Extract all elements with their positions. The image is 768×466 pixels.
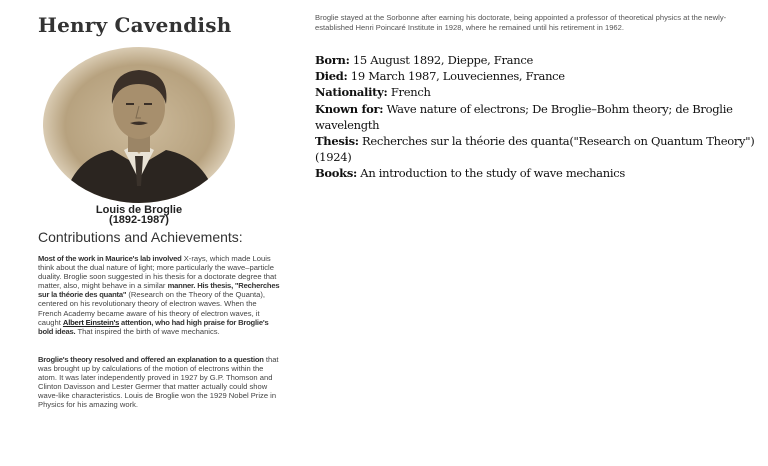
contributions-paragraph-2 bbox=[38, 355, 280, 410]
fact-thesis bbox=[315, 133, 760, 165]
fact-books bbox=[315, 165, 760, 181]
p2-lead: Broglie's theory resolved and offered an explanation to a question bbox=[38, 355, 264, 364]
fact-label: Known for: bbox=[315, 101, 384, 116]
fact-born bbox=[315, 52, 760, 68]
fact-label: Thesis: bbox=[315, 134, 359, 149]
p1-text-1: X-rays, which made Louis think about the dual nature of light; more particularly the wave–particle duality. Broglie soon suggested in his thesis for a doctorate degree that matter, also, might behave in a similar bbox=[38, 254, 277, 291]
fact-nationality bbox=[315, 84, 760, 100]
page-title: Henry Cavendish bbox=[38, 13, 232, 37]
caption-name: Louis de Broglie bbox=[95, 204, 183, 216]
fact-value: 15 August 1892, Dieppe, France bbox=[349, 53, 533, 67]
fact-known-for bbox=[315, 101, 760, 133]
einstein-link[interactable]: Albert Einstein's bbox=[62, 317, 120, 327]
fact-label: Nationality: bbox=[315, 85, 388, 100]
portrait-caption bbox=[40, 205, 238, 225]
fact-value: Wave nature of electrons; De Broglie–Bohm theory; de Broglie wavelength bbox=[315, 101, 733, 132]
p1-lead: Most of the work in Maurice's lab involved bbox=[38, 254, 182, 263]
portrait-photo bbox=[42, 46, 236, 204]
fact-label: Died: bbox=[315, 69, 348, 84]
fact-label: Born: bbox=[315, 53, 350, 67]
p2-text: that was brought up by calculations of the motion of electrons within the atom. It was later independently proved in 1927 by G.P. Thomson and Clinton Davisson and Lester Germer that matter actually could show wave-like characteristics. Louis de Broglie won the 1929 Nobel Prize in Physics for his amazing work. bbox=[38, 355, 279, 410]
fact-died bbox=[315, 68, 760, 84]
facts-list bbox=[315, 52, 760, 182]
p1-tail: attention, who had high praise for Broglie's bold ideas. bbox=[38, 317, 269, 336]
fact-value: 19 March 1987, Louveciennes, France bbox=[347, 69, 565, 84]
fact-value: Recherches sur la théorie des quanta("Research on Quantum Theory") (1924) bbox=[315, 134, 755, 165]
p1-mid: manner. His thesis, "Recherches sur la théorie des quanta" bbox=[38, 281, 280, 300]
intro-paragraph: Broglie stayed at the Sorbonne after earning his doctorate, being appointed a professor of theoretical physics at the newly-established Henri Poincaré Institute in 1928, where he remained until his retirement in 1962. bbox=[315, 13, 727, 32]
caption-years: (1892-1987) bbox=[109, 214, 169, 226]
contributions-paragraph-1 bbox=[38, 254, 280, 336]
fact-value: French bbox=[387, 85, 431, 100]
contributions-heading: Contributions and Achievements: bbox=[38, 229, 243, 245]
p1-text-2: (Research on the Theory of the Quanta), centered on his revolutionary theory of electron waves. When the French Academy became aware of his theory of electron waves, it caught bbox=[38, 290, 266, 327]
fact-value: An introduction to the study of wave mechanics bbox=[356, 166, 625, 181]
p1-text-3: That inspired the birth of wave mechanics. bbox=[75, 326, 220, 336]
fact-label: Books: bbox=[315, 166, 357, 181]
